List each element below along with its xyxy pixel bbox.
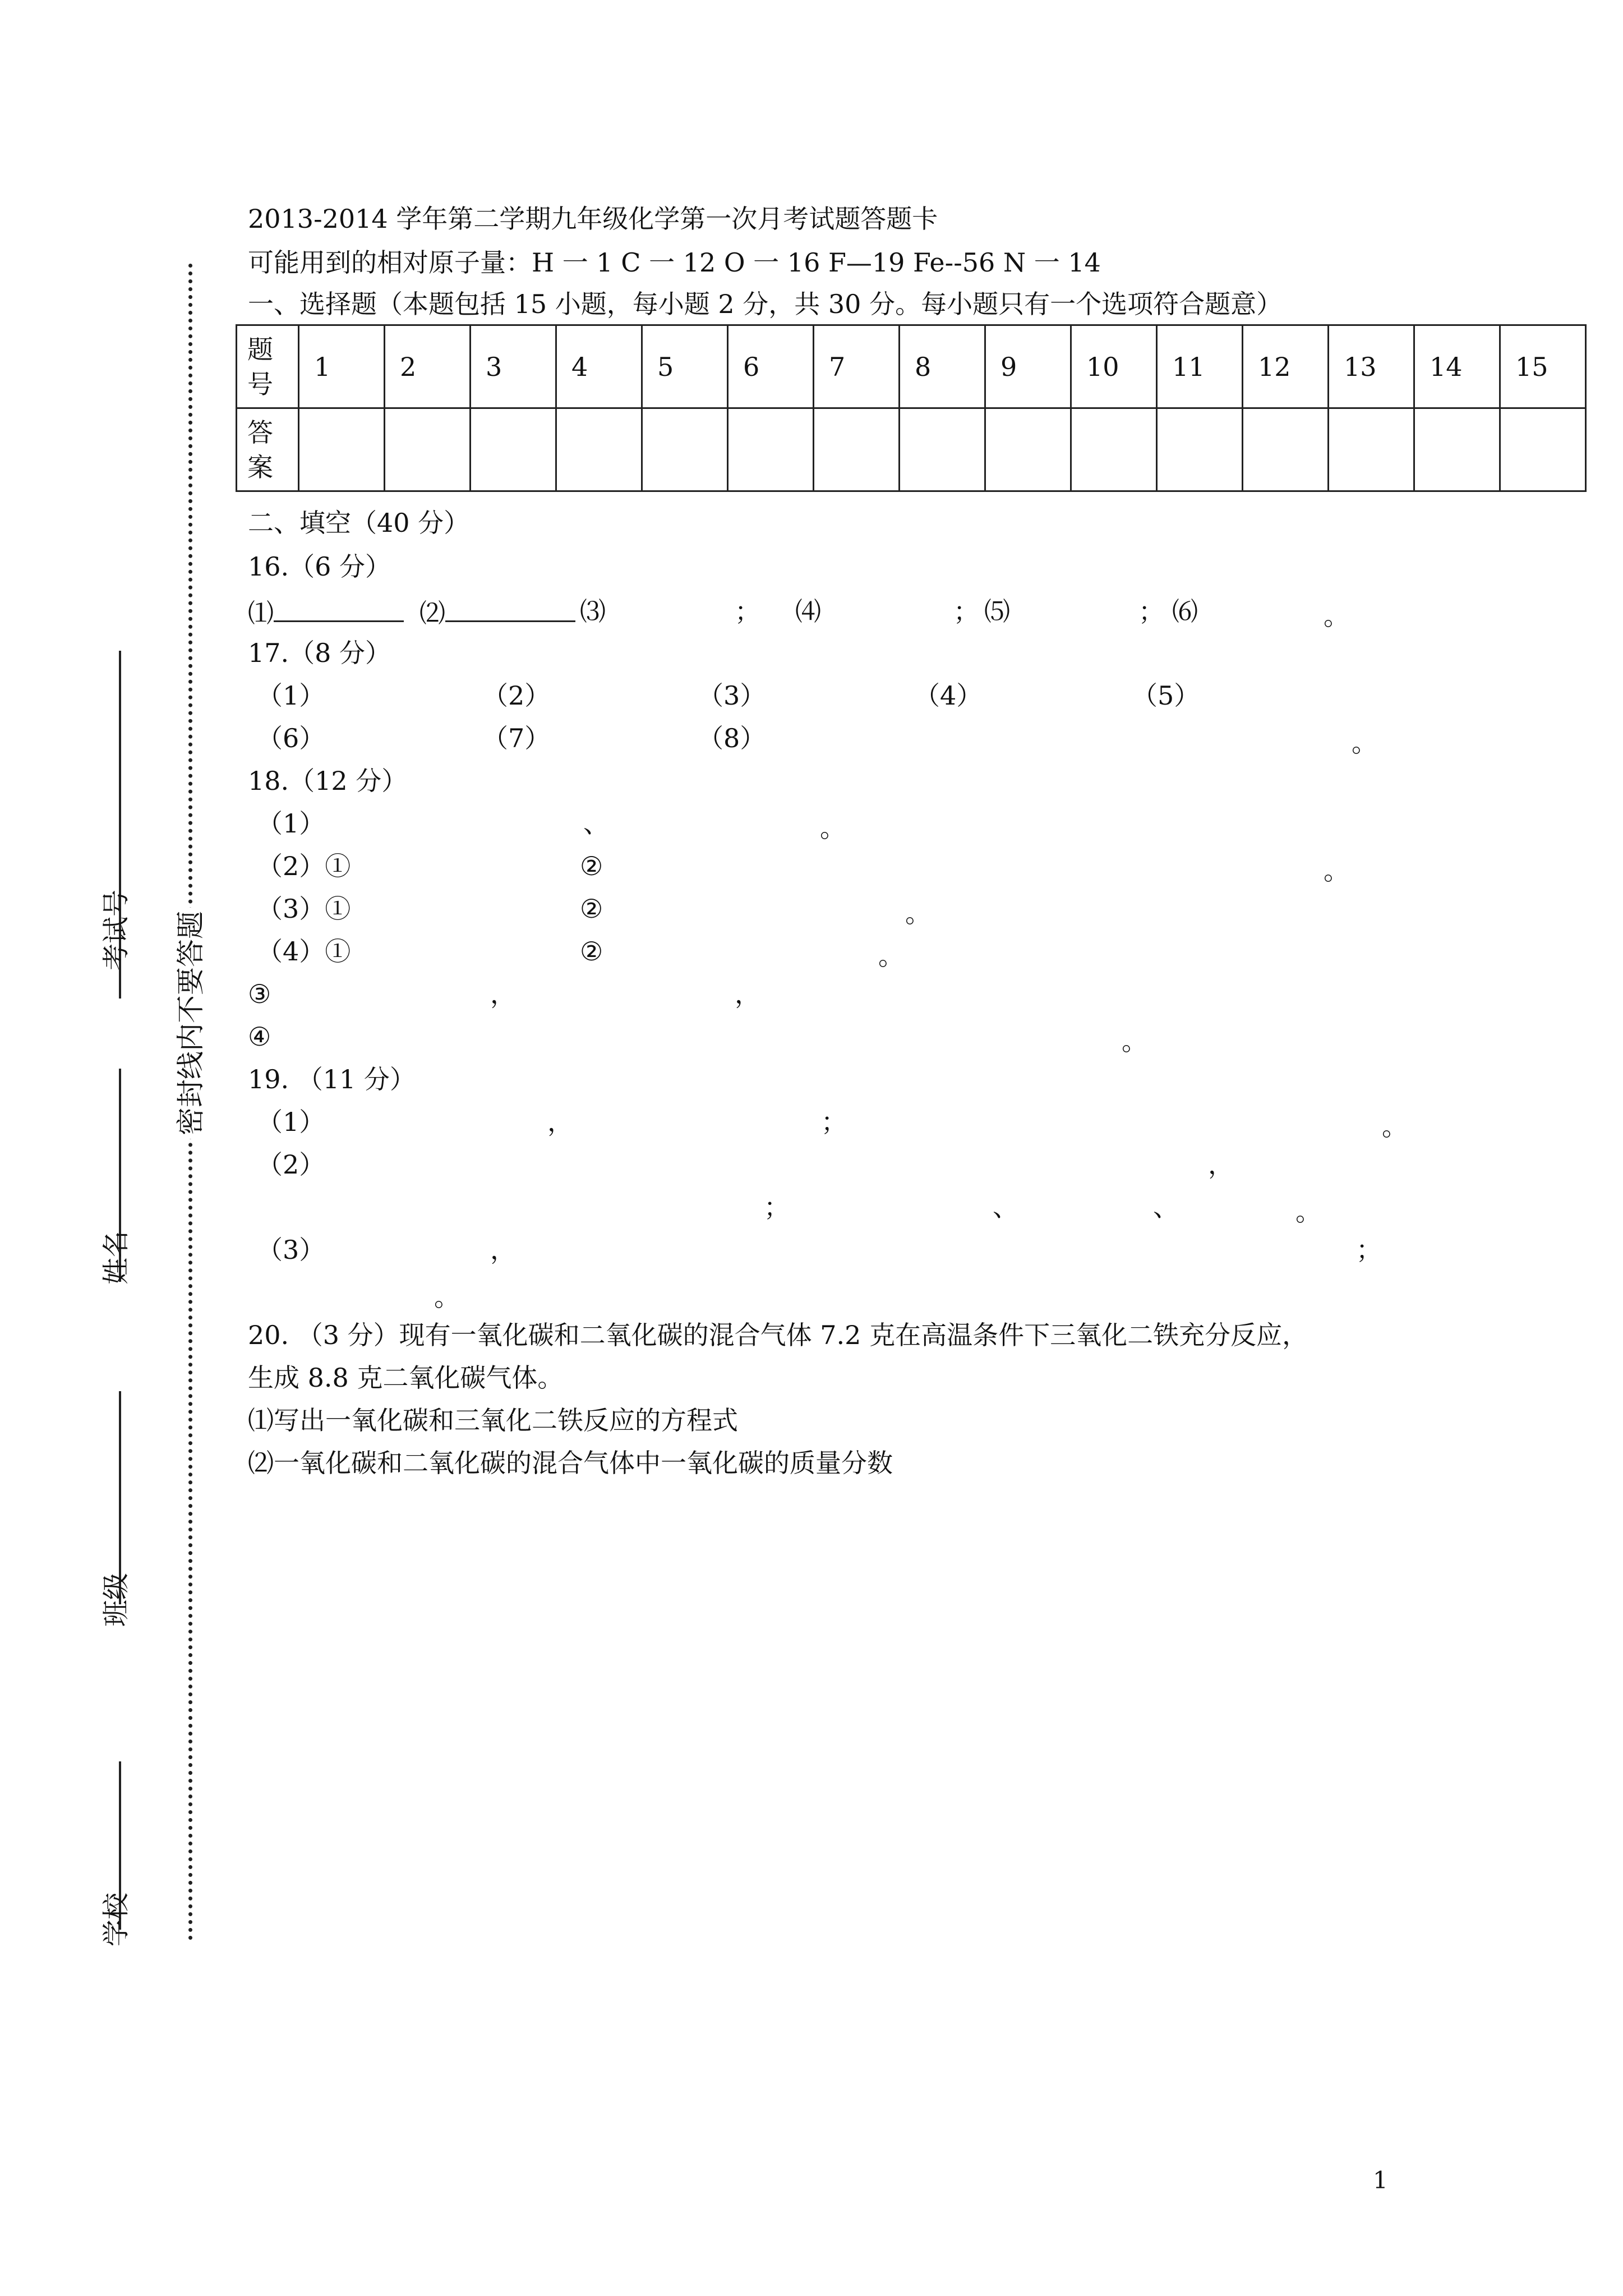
q16-part3: ⑶ (580, 596, 606, 627)
q16-part5: ⑸ (984, 596, 1010, 627)
table-number-cell: 11 (1157, 325, 1243, 408)
q19-l4-s: ； (1356, 1235, 1382, 1265)
q20-line4: ⑵一氧化碳和二氧化碳的混合气体中一氧化碳的质量分数 (248, 1448, 893, 1478)
name-label: 姓名 (100, 1230, 132, 1285)
q18-l6: ④ (248, 1022, 271, 1052)
answer-cell[interactable] (1243, 408, 1329, 491)
q19-l3-d1: 、 (993, 1192, 1018, 1222)
answer-cell[interactable] (642, 408, 728, 491)
q19-l1-c: ， (547, 1107, 573, 1137)
section1-heading: 一、选择题（本题包括 15 小题，每小题 2 分，共 30 分。每小题只有一个选项符合题意） (248, 289, 1283, 319)
q18-l5-c1: ， (490, 979, 516, 1009)
q19-l5-end: 。 (434, 1282, 460, 1312)
answer-cell[interactable] (728, 408, 814, 491)
q18-l5: ③ (248, 979, 271, 1009)
table-number-cell: 6 (728, 325, 814, 408)
school-label: 学校 (100, 1892, 132, 1947)
q16-semicolon1: ； (735, 596, 760, 627)
answer-cell[interactable] (900, 408, 985, 491)
q18-l3: （3）① (257, 894, 351, 924)
q17-item7: （7） (482, 723, 551, 753)
table-number-cell: 15 (1500, 325, 1586, 408)
q16-semicolon2: ； (953, 596, 979, 627)
table-number-cell: 9 (985, 325, 1071, 408)
q17-item6: （6） (257, 723, 325, 753)
q18-l6-end: 。 (1122, 1026, 1147, 1056)
q17-item4: （4） (914, 680, 983, 711)
exam-title: 2013-2014 学年第二学期九年级化学第一次月考试题答题卡 (248, 204, 938, 234)
q18-l3-end: 。 (905, 898, 931, 928)
q19-l1-s: ； (821, 1107, 847, 1137)
exam-no-label: 考试号 (100, 889, 132, 970)
table-row-numbers (237, 325, 1586, 408)
q19-title: 19. （11 分） (248, 1064, 416, 1094)
answer-cell[interactable] (385, 408, 471, 491)
answer-cell[interactable] (1500, 408, 1586, 491)
q18-l5-c2: ， (735, 979, 760, 1009)
atomic-mass-line: 可能用到的相对原子量：H 一 1 C 一 12 O 一 16 F—19 Fe--56 N 一 14 (248, 247, 1101, 278)
table-number-cell: 12 (1243, 325, 1329, 408)
table-row-answers (237, 408, 1586, 491)
class-label: 班级 (100, 1572, 132, 1627)
q18-title: 18.（12 分） (248, 766, 408, 796)
q17-item5: （5） (1132, 680, 1200, 711)
q20-line2: 生成 8.8 克二氧化碳气体。 (248, 1363, 564, 1393)
q18-l1-sep: 、 (583, 808, 609, 839)
q18-l2-end: 。 (1324, 855, 1349, 886)
q18-l4-end: 。 (878, 941, 904, 971)
answer-cell[interactable] (985, 408, 1071, 491)
q19-l3-d2: 、 (1153, 1192, 1179, 1222)
table-number-cell: 4 (556, 325, 642, 408)
q20-line1: 20. （3 分）现有一氧化碳和二氧化碳的混合气体 7.2 克在高温条件下三氧化二铁充分反应， (248, 1320, 1308, 1350)
q17-title: 17.（8 分） (248, 638, 391, 668)
q16-blank2[interactable] (445, 595, 575, 622)
table-number-cell: 14 (1414, 325, 1500, 408)
q16-part4: ⑷ (795, 596, 821, 627)
table-number-cell: 8 (900, 325, 985, 408)
table-head-answer: 答 案 (237, 408, 299, 491)
q19-l3-s: ； (764, 1192, 790, 1222)
q17-end: 。 (1352, 728, 1377, 758)
q16-semicolon3: ； (1138, 596, 1164, 627)
table-head-number: 题 号 (237, 325, 299, 408)
q19-l4-c: ， (490, 1235, 516, 1265)
table-number-cell: 5 (642, 325, 728, 408)
table-number-cell: 13 (1329, 325, 1414, 408)
q20-line3: ⑴写出一氧化碳和三氧化二铁反应的方程式 (248, 1405, 738, 1435)
q19-l2-c: ， (1208, 1149, 1234, 1180)
table-number-cell: 10 (1071, 325, 1157, 408)
q18-l1-end: 。 (820, 813, 846, 843)
answer-cell[interactable] (471, 408, 556, 491)
answer-cell[interactable] (1071, 408, 1157, 491)
answer-cell[interactable] (1157, 408, 1243, 491)
q16-part2: ⑵ (419, 595, 575, 630)
seal-notice: 密封线内不要答题 (168, 908, 209, 1139)
q19-l3-end: 。 (1295, 1197, 1321, 1227)
q18-l4-b: ② (580, 936, 603, 967)
q19-l1-end: 。 (1382, 1111, 1408, 1142)
answer-cell[interactable] (1414, 408, 1500, 491)
answer-cell[interactable] (299, 408, 385, 491)
q18-l2-b: ② (580, 851, 603, 881)
q18-l1: （1） (257, 808, 325, 839)
q19-l1: （1） (257, 1107, 325, 1137)
table-number-cell: 1 (299, 325, 385, 408)
q19-l2: （2） (257, 1149, 325, 1180)
q16-title: 16.（6 分） (248, 551, 391, 582)
answer-cell[interactable] (814, 408, 900, 491)
q16-part1: ⑴ (248, 595, 404, 630)
table-number-cell: 7 (814, 325, 900, 408)
answer-table (236, 324, 1587, 492)
q17-item3: （3） (698, 680, 766, 711)
page-number: 1 (1373, 2166, 1388, 2194)
answer-cell[interactable] (556, 408, 642, 491)
q18-l4: （4）① (257, 936, 351, 967)
q16-blank1[interactable] (274, 595, 404, 622)
answer-cell[interactable] (1329, 408, 1414, 491)
table-number-cell: 3 (471, 325, 556, 408)
q17-item8: （8） (698, 723, 766, 753)
q17-item1: （1） (257, 680, 325, 711)
section2-heading: 二、填空（40 分） (248, 508, 470, 538)
q19-l4: （3） (257, 1235, 325, 1265)
q17-item2: （2） (482, 680, 551, 711)
q18-l2: （2）① (257, 851, 351, 881)
table-number-cell: 2 (385, 325, 471, 408)
q18-l3-b: ② (580, 894, 603, 924)
q16-part6: ⑹ (1172, 596, 1198, 627)
q16-end: 。 (1324, 601, 1349, 631)
